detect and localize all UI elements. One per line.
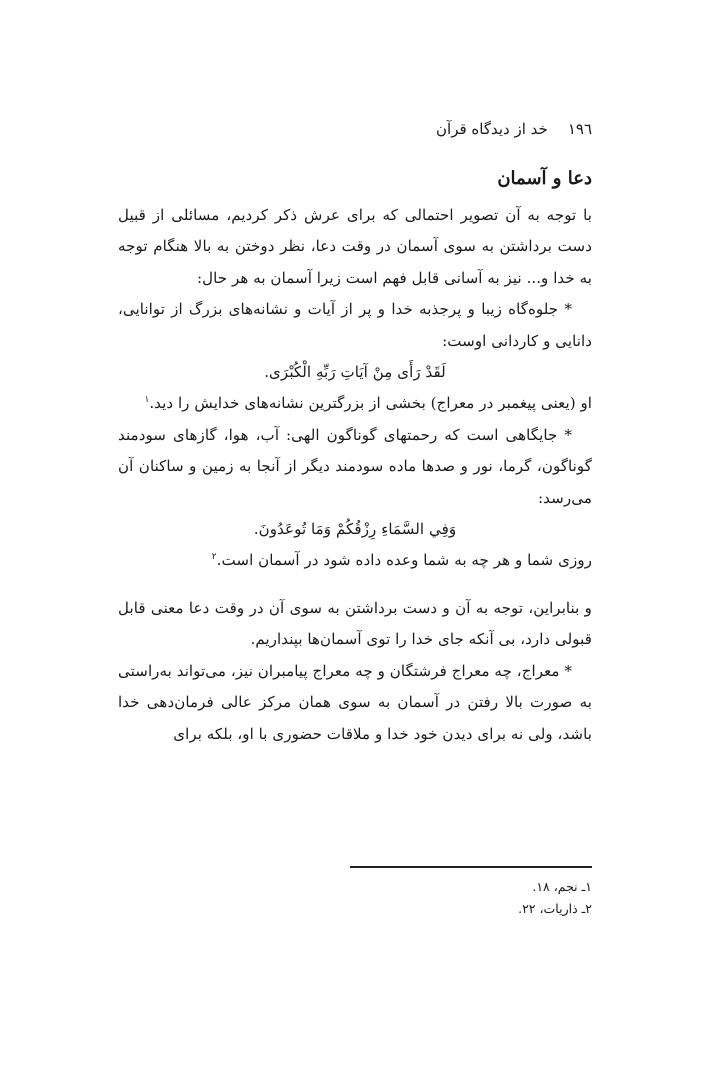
footnotes [518, 876, 592, 920]
translation-text: روزی شما و هر چه به شما وعده داده شود در آسمان است. [216, 551, 592, 570]
quran-verse: لَقَدْ رَأَى مِنْ آيَاتِ رَبِّهِ الْكُبْرَى. [264, 363, 446, 382]
verse-translation [118, 545, 592, 576]
point-paragraph: * جلوه‌گاه زیبا و پرجذبه خدا و پر از آیات و نشانه‌های بزرگ از توانایی، دانایی و کاردانی اوست: [118, 300, 592, 350]
footnote-ref: ٢ [211, 552, 217, 563]
page-header [436, 120, 592, 138]
point-paragraph: * معراج، چه معراج فرشتگان و چه معراج پیامبران نیز، می‌تواند به‌راستی به صورت بالا رفتن در آسمان به سوی همان مرکز عالی فرمان‌دهی خدا باشد، ولی نه برای دیدن خود خدا و ملاقات حضوری با او، بلکه برای [118, 661, 592, 743]
translation-text: او (یعنی پیغمبر در معراج) بخشی از بزرگترین نشانه‌های خدایش را دید. [149, 394, 592, 413]
footnote-divider [350, 866, 592, 868]
spacer [118, 577, 592, 593]
quran-verse: وَفِي السَّمَاءِ رِزْقُكُمْ وَمَا تُوعَدُونَ. [253, 520, 457, 539]
book-page [118, 0, 592, 1065]
section-title: دعا و آسمان [497, 168, 592, 189]
intro-paragraph: با توجه به آن تصویر احتمالی که برای عرش ذکر کردیم، مسائلی از قبیل دست برداشتن به سوی آسمان در وقت دعا، نظر دوختن به بالا هنگام توجه به خدا و... نیز به آسانی قابل فهم است زیرا آسمان به هر حال: [118, 206, 592, 287]
footnote: ٢ـ ذاریات، ٢٢. [518, 901, 592, 916]
page-number: ١٩٦ [567, 120, 592, 138]
verse-translation [118, 388, 592, 419]
point-paragraph: * جایگاهی است که رحمتهای گوناگون الهی: آب، هوا، گازهای سودمند گوناگون، گرما، نور و صدها ماده سودمند دیگر از آنجا به زمین و ساکنان آن می‌رسد: [118, 425, 592, 507]
running-title: خد از دیدگاه قرآن [436, 120, 548, 138]
footnote-ref: ١ [144, 395, 150, 406]
footnote: ١ـ نجم، ١٨. [532, 879, 592, 894]
conclusion-paragraph: و بنابراین، توجه به آن و دست برداشتن به سوی آن در وقت دعا معنی قابل قبولی دارد، بی آنکه جای خدا را توی آسمان‌ها بپنداریم. [118, 598, 592, 649]
body-text [118, 200, 592, 750]
